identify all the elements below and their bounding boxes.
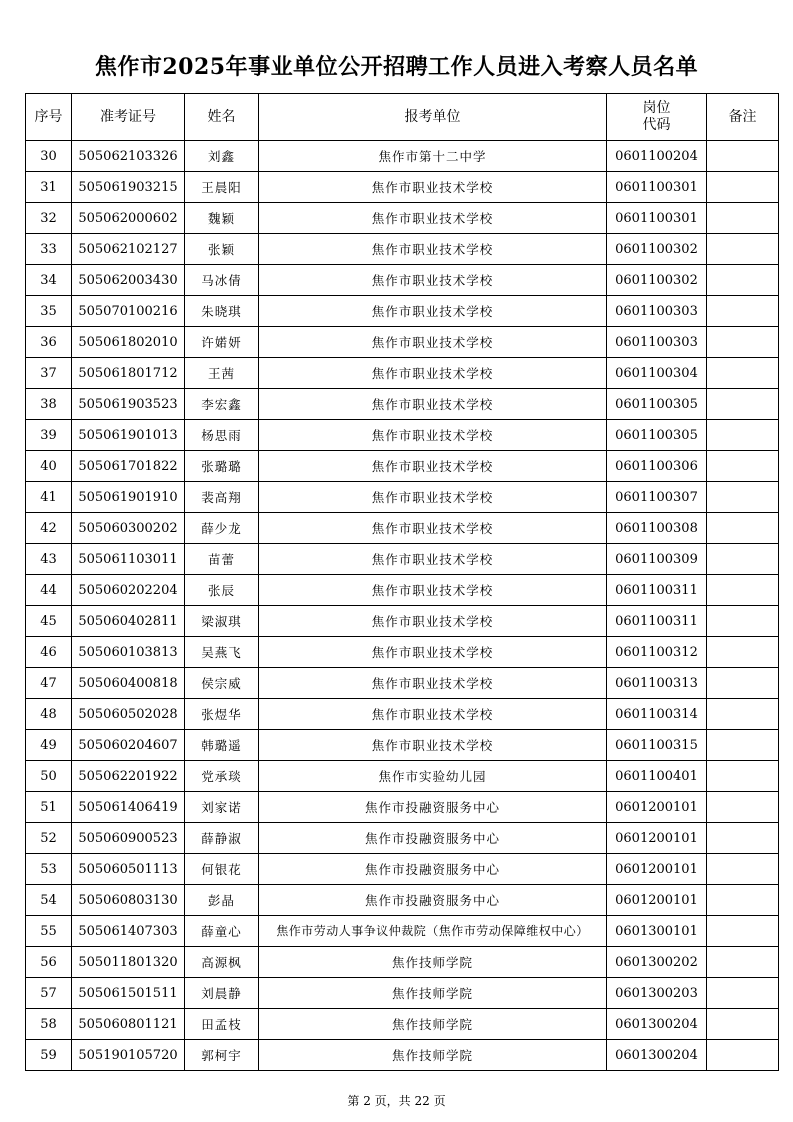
- cell-post-code: 0601100306: [607, 451, 707, 482]
- cell-exam-no: 505061801712: [72, 358, 185, 389]
- cell-unit: 焦作市投融资服务中心: [259, 885, 607, 916]
- cell-unit: 焦作市投融资服务中心: [259, 792, 607, 823]
- cell-seq: 39: [26, 420, 72, 451]
- cell-remark: [707, 296, 779, 327]
- header-post-code-line2: 代码: [642, 117, 671, 133]
- cell-post-code: 0601100308: [607, 513, 707, 544]
- cell-exam-no: 505062102127: [72, 234, 185, 265]
- cell-name: 刘家诺: [185, 792, 259, 823]
- cell-unit: 焦作市职业技术学校: [259, 730, 607, 761]
- cell-name: 田孟枝: [185, 1009, 259, 1040]
- cell-post-code: 0601300204: [607, 1009, 707, 1040]
- cell-exam-no: 505061903523: [72, 389, 185, 420]
- cell-unit: 焦作市投融资服务中心: [259, 854, 607, 885]
- cell-remark: [707, 451, 779, 482]
- cell-post-code: 0601100303: [607, 296, 707, 327]
- cell-exam-no: 505061501511: [72, 978, 185, 1009]
- cell-post-code: 0601100311: [607, 575, 707, 606]
- cell-seq: 54: [26, 885, 72, 916]
- cell-remark: [707, 792, 779, 823]
- cell-name: 马冰倩: [185, 265, 259, 296]
- table-row: [26, 916, 779, 947]
- cell-seq: 43: [26, 544, 72, 575]
- table-row: [26, 141, 779, 172]
- cell-unit: 焦作市职业技术学校: [259, 637, 607, 668]
- table-row: [26, 885, 779, 916]
- cell-post-code: 0601100401: [607, 761, 707, 792]
- cell-seq: 57: [26, 978, 72, 1009]
- cell-unit: 焦作市职业技术学校: [259, 575, 607, 606]
- table-row: [26, 513, 779, 544]
- header-exam-no: 准考证号: [72, 94, 185, 141]
- cell-seq: 45: [26, 606, 72, 637]
- cell-seq: 56: [26, 947, 72, 978]
- cell-remark: [707, 885, 779, 916]
- header-unit: 报考单位: [259, 94, 607, 141]
- cell-seq: 40: [26, 451, 72, 482]
- table-row: [26, 1040, 779, 1071]
- cell-exam-no: 505062103326: [72, 141, 185, 172]
- cell-name: 薛童心: [185, 916, 259, 947]
- cell-unit: 焦作市职业技术学校: [259, 172, 607, 203]
- cell-exam-no: 505061701822: [72, 451, 185, 482]
- cell-seq: 55: [26, 916, 72, 947]
- cell-remark: [707, 730, 779, 761]
- table-row: [26, 699, 779, 730]
- cell-remark: [707, 606, 779, 637]
- cell-unit: 焦作市职业技术学校: [259, 296, 607, 327]
- cell-name: 刘晨静: [185, 978, 259, 1009]
- cell-name: 梁淑琪: [185, 606, 259, 637]
- table-row: [26, 668, 779, 699]
- cell-exam-no: 505061903215: [72, 172, 185, 203]
- cell-name: 魏颖: [185, 203, 259, 234]
- cell-name: 张颖: [185, 234, 259, 265]
- page-title: 焦作市2025年事业单位公开招聘工作人员进入考察人员名单: [94, 54, 699, 80]
- cell-name: 李宏鑫: [185, 389, 259, 420]
- cell-unit: 焦作市职业技术学校: [259, 513, 607, 544]
- cell-unit: 焦作市职业技术学校: [259, 234, 607, 265]
- cell-exam-no: 505061407303: [72, 916, 185, 947]
- cell-seq: 35: [26, 296, 72, 327]
- cell-unit: 焦作技师学院: [259, 947, 607, 978]
- cell-post-code: 0601100302: [607, 234, 707, 265]
- cell-unit: 焦作市职业技术学校: [259, 482, 607, 513]
- cell-seq: 38: [26, 389, 72, 420]
- table-row: [26, 203, 779, 234]
- cell-name: 苗蕾: [185, 544, 259, 575]
- cell-post-code: 0601100303: [607, 327, 707, 358]
- cell-remark: [707, 482, 779, 513]
- header-post-code: [607, 94, 707, 141]
- table-row: [26, 420, 779, 451]
- cell-exam-no: 505062000602: [72, 203, 185, 234]
- table-row: [26, 606, 779, 637]
- header-name: 姓名: [185, 94, 259, 141]
- cell-name: 张煜华: [185, 699, 259, 730]
- table-row: [26, 823, 779, 854]
- cell-seq: 44: [26, 575, 72, 606]
- cell-remark: [707, 389, 779, 420]
- cell-remark: [707, 265, 779, 296]
- cell-name: 何银花: [185, 854, 259, 885]
- cell-remark: [707, 823, 779, 854]
- cell-exam-no: 505060502028: [72, 699, 185, 730]
- cell-post-code: 0601300202: [607, 947, 707, 978]
- cell-seq: 34: [26, 265, 72, 296]
- cell-name: 刘鑫: [185, 141, 259, 172]
- cell-post-code: 0601300101: [607, 916, 707, 947]
- table-row: [26, 358, 779, 389]
- cell-exam-no: 505011801320: [72, 947, 185, 978]
- cell-post-code: 0601100302: [607, 265, 707, 296]
- cell-seq: 41: [26, 482, 72, 513]
- cell-remark: [707, 544, 779, 575]
- table-row: [26, 978, 779, 1009]
- cell-remark: [707, 668, 779, 699]
- cell-unit: 焦作市劳动人事争议仲裁院（焦作市劳动保障维权中心）: [259, 916, 607, 947]
- cell-remark: [707, 947, 779, 978]
- table-row: [26, 1009, 779, 1040]
- table-body: [26, 141, 779, 1071]
- cell-remark: [707, 699, 779, 730]
- cell-remark: [707, 141, 779, 172]
- cell-name: 许婼妍: [185, 327, 259, 358]
- cell-exam-no: 505060803130: [72, 885, 185, 916]
- cell-post-code: 0601100305: [607, 420, 707, 451]
- cell-seq: 42: [26, 513, 72, 544]
- table-row: [26, 730, 779, 761]
- cell-post-code: 0601100301: [607, 172, 707, 203]
- cell-exam-no: 505070100216: [72, 296, 185, 327]
- cell-name: 杨思雨: [185, 420, 259, 451]
- cell-unit: 焦作市职业技术学校: [259, 358, 607, 389]
- cell-post-code: 0601200101: [607, 823, 707, 854]
- cell-exam-no: 505060300202: [72, 513, 185, 544]
- cell-seq: 52: [26, 823, 72, 854]
- cell-exam-no: 505061406419: [72, 792, 185, 823]
- cell-exam-no: 505062003430: [72, 265, 185, 296]
- cell-unit: 焦作市第十二中学: [259, 141, 607, 172]
- header-seq: 序号: [26, 94, 72, 141]
- cell-unit: 焦作市投融资服务中心: [259, 823, 607, 854]
- cell-exam-no: 505060501113: [72, 854, 185, 885]
- header-remark: 备注: [707, 94, 779, 141]
- table-row: [26, 451, 779, 482]
- cell-name: 张辰: [185, 575, 259, 606]
- cell-seq: 46: [26, 637, 72, 668]
- table-row: [26, 947, 779, 978]
- table-row: [26, 761, 779, 792]
- cell-name: 王晨阳: [185, 172, 259, 203]
- cell-exam-no: 505060103813: [72, 637, 185, 668]
- cell-remark: [707, 513, 779, 544]
- table-row: [26, 172, 779, 203]
- table-row: [26, 575, 779, 606]
- table-row: [26, 389, 779, 420]
- cell-seq: 37: [26, 358, 72, 389]
- table-header-row: [26, 94, 779, 141]
- table-row: [26, 234, 779, 265]
- cell-name: 高源枫: [185, 947, 259, 978]
- cell-post-code: 0601300204: [607, 1040, 707, 1071]
- cell-exam-no: 505060900523: [72, 823, 185, 854]
- cell-unit: 焦作市职业技术学校: [259, 699, 607, 730]
- cell-post-code: 0601200101: [607, 792, 707, 823]
- cell-post-code: 0601200101: [607, 854, 707, 885]
- table-row: [26, 854, 779, 885]
- cell-seq: 32: [26, 203, 72, 234]
- cell-seq: 49: [26, 730, 72, 761]
- cell-seq: 33: [26, 234, 72, 265]
- cell-seq: 53: [26, 854, 72, 885]
- cell-name: 裴高翔: [185, 482, 259, 513]
- cell-name: 韩璐遥: [185, 730, 259, 761]
- cell-post-code: 0601100313: [607, 668, 707, 699]
- cell-seq: 31: [26, 172, 72, 203]
- cell-post-code: 0601100311: [607, 606, 707, 637]
- cell-remark: [707, 172, 779, 203]
- cell-name: 薛静淑: [185, 823, 259, 854]
- cell-unit: 焦作市职业技术学校: [259, 420, 607, 451]
- cell-seq: 51: [26, 792, 72, 823]
- cell-seq: 59: [26, 1040, 72, 1071]
- cell-seq: 58: [26, 1009, 72, 1040]
- cell-unit: 焦作技师学院: [259, 978, 607, 1009]
- cell-exam-no: 505061103011: [72, 544, 185, 575]
- header-post-code-line1: 岗位: [642, 100, 671, 116]
- table-row: [26, 296, 779, 327]
- cell-post-code: 0601100204: [607, 141, 707, 172]
- cell-unit: 焦作市职业技术学校: [259, 265, 607, 296]
- cell-remark: [707, 358, 779, 389]
- cell-post-code: 0601100304: [607, 358, 707, 389]
- cell-remark: [707, 637, 779, 668]
- cell-unit: 焦作市实验幼儿园: [259, 761, 607, 792]
- table-row: [26, 792, 779, 823]
- table-row: [26, 327, 779, 358]
- cell-remark: [707, 234, 779, 265]
- cell-remark: [707, 978, 779, 1009]
- table-row: [26, 265, 779, 296]
- cell-unit: 焦作市职业技术学校: [259, 451, 607, 482]
- cell-remark: [707, 761, 779, 792]
- cell-name: 彭晶: [185, 885, 259, 916]
- cell-exam-no: 505060204607: [72, 730, 185, 761]
- cell-post-code: 0601100307: [607, 482, 707, 513]
- cell-seq: 30: [26, 141, 72, 172]
- cell-seq: 47: [26, 668, 72, 699]
- cell-post-code: 0601100312: [607, 637, 707, 668]
- cell-exam-no: 505061802010: [72, 327, 185, 358]
- cell-exam-no: 505060202204: [72, 575, 185, 606]
- cell-exam-no: 505190105720: [72, 1040, 185, 1071]
- cell-remark: [707, 854, 779, 885]
- cell-name: 党承琰: [185, 761, 259, 792]
- cell-remark: [707, 327, 779, 358]
- cell-post-code: 0601300203: [607, 978, 707, 1009]
- cell-unit: 焦作市职业技术学校: [259, 544, 607, 575]
- cell-exam-no: 505061901910: [72, 482, 185, 513]
- page-footer: 第 2 页，共 22 页: [347, 1094, 446, 1108]
- table-row: [26, 482, 779, 513]
- table-row: [26, 544, 779, 575]
- cell-remark: [707, 1040, 779, 1071]
- table-row: [26, 637, 779, 668]
- cell-name: 薛少龙: [185, 513, 259, 544]
- cell-remark: [707, 203, 779, 234]
- cell-unit: 焦作技师学院: [259, 1009, 607, 1040]
- cell-remark: [707, 916, 779, 947]
- cell-remark: [707, 575, 779, 606]
- cell-remark: [707, 420, 779, 451]
- cell-post-code: 0601100301: [607, 203, 707, 234]
- cell-unit: 焦作市职业技术学校: [259, 203, 607, 234]
- cell-seq: 48: [26, 699, 72, 730]
- cell-name: 吴燕飞: [185, 637, 259, 668]
- cell-unit: 焦作技师学院: [259, 1040, 607, 1071]
- cell-unit: 焦作市职业技术学校: [259, 668, 607, 699]
- cell-remark: [707, 1009, 779, 1040]
- cell-post-code: 0601100314: [607, 699, 707, 730]
- cell-name: 侯宗威: [185, 668, 259, 699]
- cell-name: 朱晓琪: [185, 296, 259, 327]
- cell-unit: 焦作市职业技术学校: [259, 389, 607, 420]
- cell-post-code: 0601100315: [607, 730, 707, 761]
- cell-name: 王茜: [185, 358, 259, 389]
- cell-seq: 36: [26, 327, 72, 358]
- candidate-table: [25, 93, 779, 1071]
- cell-name: 郭柯宇: [185, 1040, 259, 1071]
- cell-seq: 50: [26, 761, 72, 792]
- cell-post-code: 0601100309: [607, 544, 707, 575]
- cell-unit: 焦作市职业技术学校: [259, 327, 607, 358]
- cell-exam-no: 505060402811: [72, 606, 185, 637]
- cell-name: 张璐璐: [185, 451, 259, 482]
- cell-exam-no: 505060400818: [72, 668, 185, 699]
- cell-exam-no: 505061901013: [72, 420, 185, 451]
- cell-exam-no: 505060801121: [72, 1009, 185, 1040]
- cell-post-code: 0601200101: [607, 885, 707, 916]
- cell-unit: 焦作市职业技术学校: [259, 606, 607, 637]
- cell-exam-no: 505062201922: [72, 761, 185, 792]
- cell-post-code: 0601100305: [607, 389, 707, 420]
